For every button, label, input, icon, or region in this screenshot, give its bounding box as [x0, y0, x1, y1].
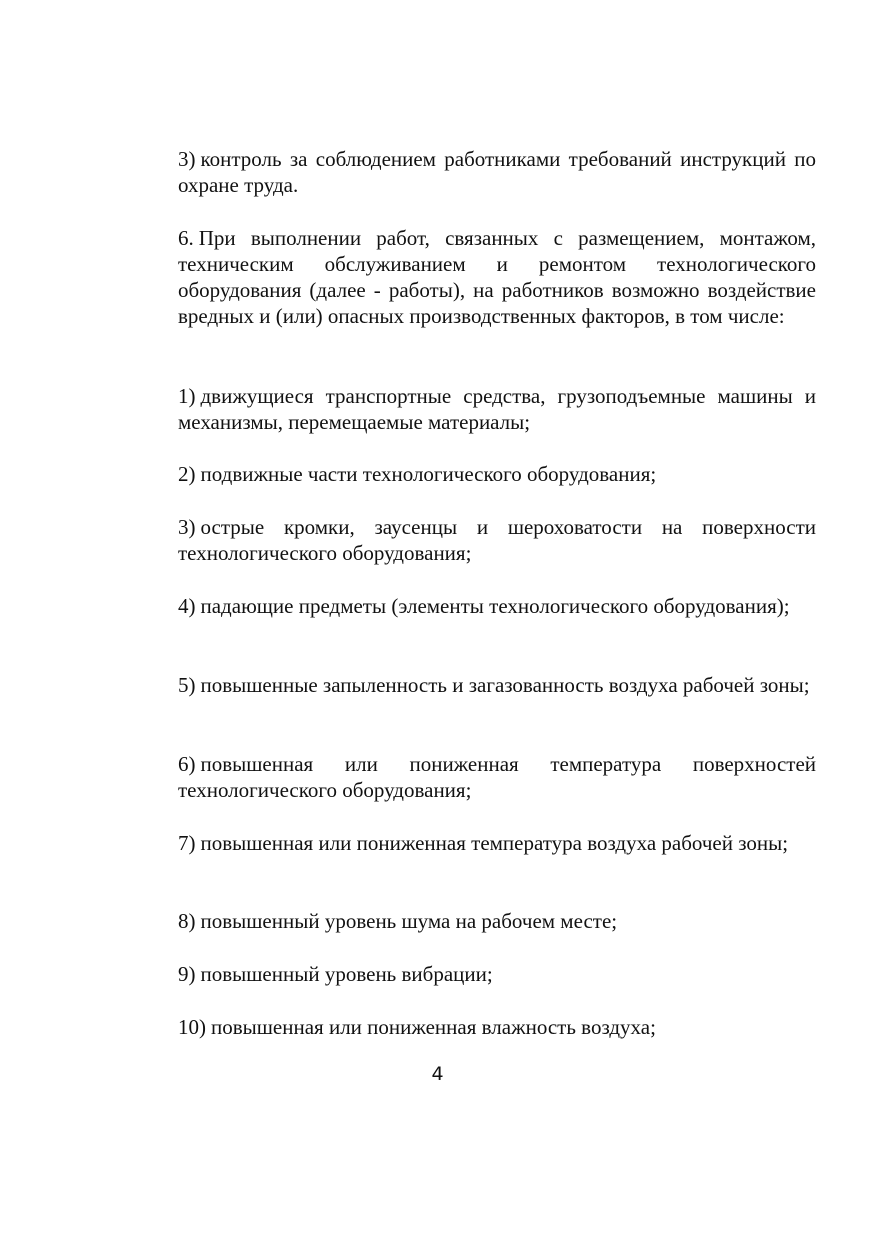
paragraph-item-6 [118, 751, 816, 803]
page-number: 4 [431, 1063, 444, 1085]
paragraph-text: повышенный уровень шума на рабочем месте; [200, 909, 618, 933]
paragraph-number: 3) [178, 515, 196, 539]
paragraph-text: повышенная или пониженная температура поверхностей технологического оборудования; [178, 752, 816, 802]
paragraph-number: 2) [178, 462, 196, 486]
paragraph-text: контроль за соблюдением работниками требований инструкций по охране труда. [178, 147, 816, 197]
paragraph-text: подвижные части технологического оборудования; [200, 462, 657, 486]
paragraph-text: повышенная или пониженная влажность воздуха; [211, 1015, 656, 1039]
paragraph-number: 6. [178, 226, 194, 250]
paragraph-number: 9) [178, 962, 196, 986]
paragraph-number: 10) [178, 1015, 206, 1039]
paragraph-text: повышенный уровень вибрации; [200, 962, 493, 986]
paragraph-number: 3) [178, 147, 196, 171]
paragraph-section-6 [118, 225, 816, 329]
paragraph-item-5 [118, 672, 816, 698]
paragraph-number: 1) [178, 384, 196, 408]
paragraph-number: 8) [178, 909, 196, 933]
paragraph-text: острые кромки, заусенцы и шероховатости на поверхности технологического оборудования; [178, 515, 816, 565]
paragraph-number: 5) [178, 673, 196, 697]
paragraph-item-8 [118, 908, 816, 934]
paragraph-item-10 [118, 1014, 816, 1040]
paragraph-item-3-control [118, 146, 816, 198]
paragraph-item-1 [118, 383, 816, 435]
paragraph-text: падающие предметы (элементы технологического оборудования); [200, 594, 790, 618]
paragraph-number: 6) [178, 752, 196, 776]
paragraph-item-7 [118, 830, 816, 856]
paragraph-item-2 [118, 461, 816, 487]
paragraph-text: повышенная или пониженная температура воздуха рабочей зоны; [200, 831, 789, 855]
paragraph-item-4 [118, 593, 816, 619]
paragraph-text: движущиеся транспортные средства, грузоподъемные машины и механизмы, перемещаемые материалы; [178, 384, 816, 434]
paragraph-text: При выполнении работ, связанных с размещением, монтажом, техническим обслуживанием и ремонтом технологического оборудования (далее - работы), на работников возможно воздействие вредных и (или) опасных производственных факторов, в том числе: [178, 226, 816, 328]
paragraph-number: 7) [178, 831, 196, 855]
paragraph-item-9 [118, 961, 816, 987]
paragraph-number: 4) [178, 594, 196, 618]
paragraph-text: повышенные запыленность и загазованность воздуха рабочей зоны; [200, 673, 810, 697]
paragraph-item-3 [118, 514, 816, 566]
